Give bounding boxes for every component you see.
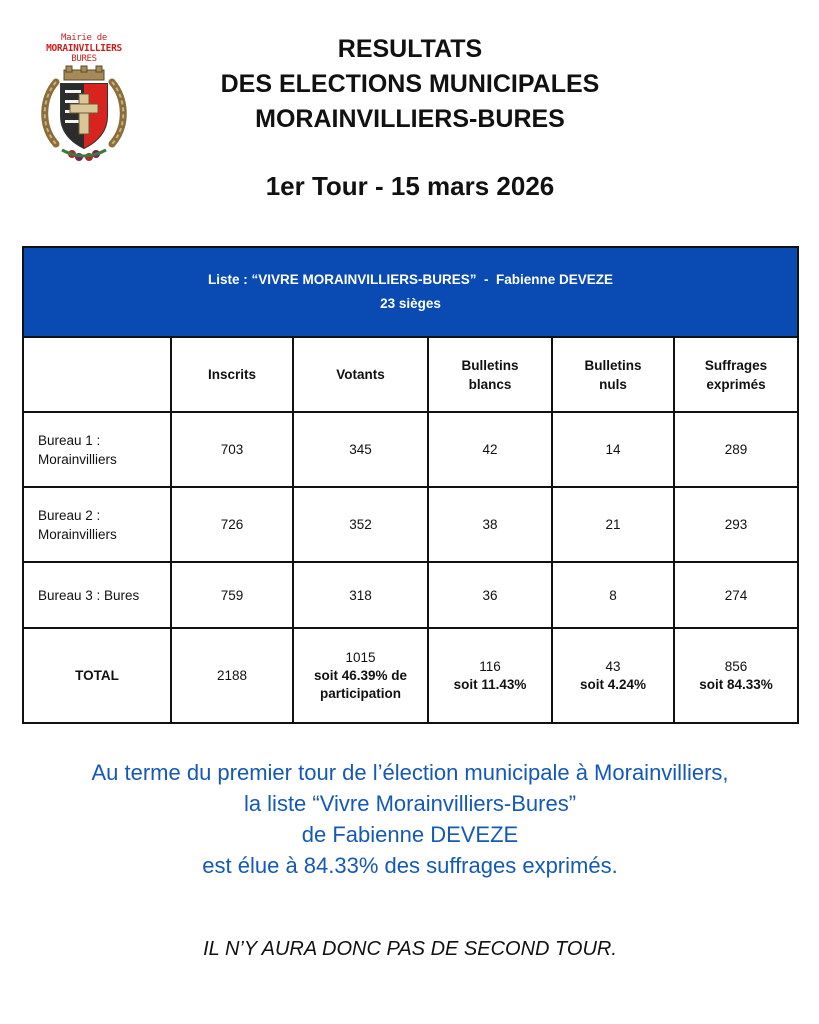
total-blancs: 116 soit 11.43%	[428, 628, 552, 723]
conclusion-line: Au terme du premier tour de l’élection municipale à Morainvilliers,	[91, 760, 729, 785]
col-header-blancs: Bulletins blancs	[428, 337, 552, 412]
cell-exprimes: 293	[674, 487, 798, 562]
col-header-nuls: Bulletins nuls	[552, 337, 674, 412]
table-row	[23, 562, 798, 628]
col-header-votants: Votants	[293, 337, 428, 412]
cell-blancs: 42	[428, 412, 552, 487]
cell-nuls: 14	[552, 412, 674, 487]
total-exprimes: 856 soit 84.33%	[674, 628, 798, 723]
mairie-logo	[34, 34, 134, 166]
cell-inscrits: 703	[171, 412, 293, 487]
results-table	[22, 246, 799, 724]
cell-inscrits: 726	[171, 487, 293, 562]
list-name: Liste : “VIVRE MORAINVILLIERS-BURES” - Fabienne DEVEZE	[208, 272, 614, 287]
table-row	[23, 487, 798, 562]
cell-votants: 352	[293, 487, 428, 562]
col-header-exprimes: Suffrages exprimés	[674, 337, 798, 412]
header-empty-cell	[23, 337, 171, 412]
coat-of-arms-icon	[34, 64, 134, 164]
col-header-inscrits: Inscrits	[171, 337, 293, 412]
cell-exprimes: 289	[674, 412, 798, 487]
cell-votants: 318	[293, 562, 428, 628]
cell-blancs: 38	[428, 487, 552, 562]
list-banner	[23, 247, 798, 337]
no-second-round-note: IL N’Y AURA DONC PAS DE SECOND TOUR.	[203, 938, 617, 960]
conclusion-paragraph	[20, 757, 800, 881]
row-label-bureau3: Bureau 3 : Bures	[23, 562, 171, 628]
cell-blancs: 36	[428, 562, 552, 628]
seats-count: 23 sièges	[380, 296, 441, 311]
title-line: MORAINVILLIERS-BURES	[255, 105, 565, 133]
logo-text-line2: MORAINVILLIERS	[46, 43, 122, 54]
conclusion-line: de Fabienne DEVEZE	[301, 822, 519, 847]
total-inscrits: 2188	[171, 628, 293, 723]
total-votants: 1015 soit 46.39% de participation	[293, 628, 428, 723]
row-label-total: TOTAL	[23, 628, 171, 723]
row-label-bureau2: Bureau 2 : Morainvilliers	[23, 487, 171, 562]
row-label-bureau1: Bureau 1 : Morainvilliers	[23, 412, 171, 487]
title-line: DES ELECTIONS MUNICIPALES	[220, 70, 600, 98]
total-row	[23, 628, 798, 723]
logo-text-line3: BURES	[71, 54, 97, 64]
round-date-subtitle: 1er Tour - 15 mars 2026	[265, 171, 555, 201]
logo-text-line1: Mairie de	[60, 33, 108, 43]
total-nuls: 43 soit 4.24%	[552, 628, 674, 723]
cell-exprimes: 274	[674, 562, 798, 628]
page-title	[160, 32, 660, 137]
conclusion-line: la liste “Vivre Morainvilliers-Bures”	[243, 791, 577, 816]
conclusion-line: est élue à 84.33% des suffrages exprimés.	[202, 853, 618, 878]
title-line: RESULTATS	[337, 35, 483, 63]
cell-votants: 345	[293, 412, 428, 487]
table-row	[23, 412, 798, 487]
cell-inscrits: 759	[171, 562, 293, 628]
cell-nuls: 21	[552, 487, 674, 562]
cell-nuls: 8	[552, 562, 674, 628]
